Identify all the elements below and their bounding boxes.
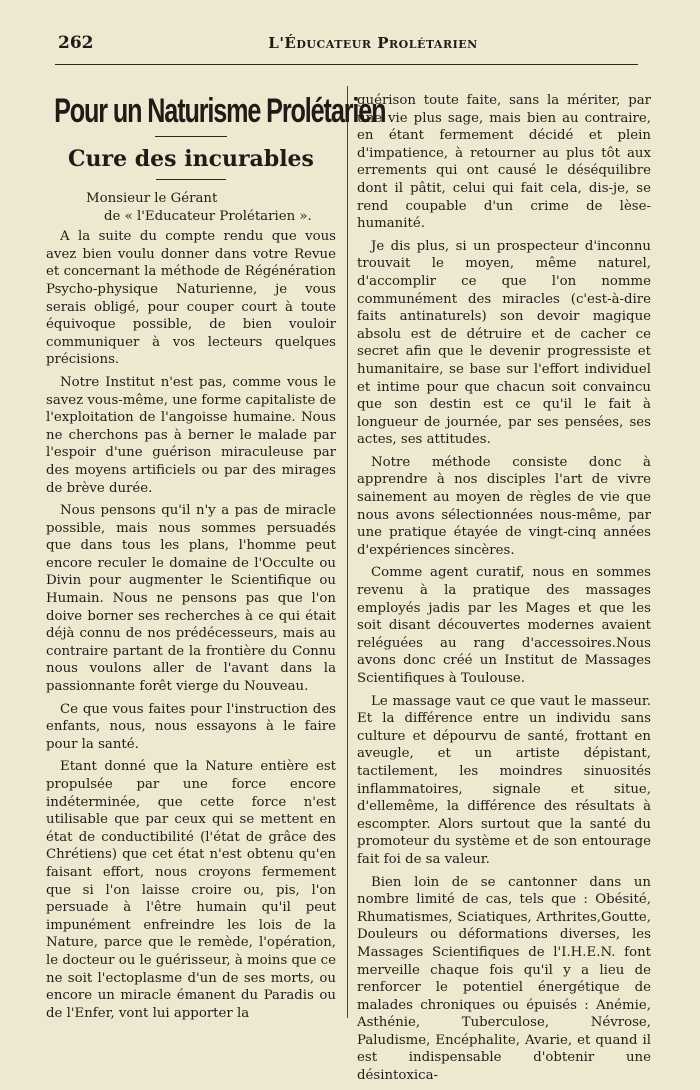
title-rule	[155, 136, 227, 137]
salutation-line: de « l'Educateur Prolétarien ».	[104, 208, 312, 224]
paragraph: Bien loin de se cantonner dans un nombre limité de cas, tels que : Obésité, Rhumatismes, Sciatiques, Arthrites,Goutte, Douleurs ou déformations diverses, les Massages Scientifiques de l'I.H.E.N. font merveille chaque fois qu'il y a lieu de renforcer le potentiel énergétique de malades chroniques ou épuisés : Anémie, Asthénie, Tuberculose, Névrose, Paludisme, Encéphalite, Avarie, et quand il est indispensable d'obtenir une désintoxica-	[357, 874, 651, 1084]
subtitle-rule	[156, 179, 226, 180]
paragraph: Etant donné que la Nature entière est propulsée par une force encore indéterminée, que cette force n'est utilisable que par ceux qui se mettent en état de conductibilité (l'état de grâce des Chrétiens) que cet état n'est obtenu qu'en faisant effort, nous croyons fermement que si l'on laisse croire ou, pis, l'on persuade à l'être humain qu'il peut impunément enfreindre les lois de la Nature, parce que le remède, l'opération, le docteur ou le guérisseur, à moins que ce ne soit l'ectoplasme d'un de ses morts, ou encore un miracle émanent du Paradis ou de l'Enfer, vont lui apporter la	[46, 759, 336, 1021]
salutation-line: Monsieur le Gérant	[86, 191, 218, 206]
paragraph: Notre méthode consiste donc à apprendre à nos disciples l'art de vivre sainement au moyen de règles de vie que nous avons sélectionnées nous-même, par une pratique étayée de vingt-cinq années d'expériences sincères.	[357, 454, 651, 558]
article-subtitle: Cure des incurables	[68, 146, 314, 172]
paragraph: Nous pensons qu'il n'y a pas de miracle possible, mais nous sommes persuadés que dans tous les plans, l'homme peut encore reculer le domaine de l'Occulte ou Divin pour augmenter le Scientifique ou Humain. Nous ne pensons pas que l'on doive borner ses recherches à ce qui était déjà connu de nos prédécesseurs, mais au contraire partant de la frontière du Connu nous voulons aller de l'avant dans la passionnante forêt vierge du Nouveau.	[46, 503, 336, 695]
paragraph: guérison toute faite, sans la mériter, par une vie plus sage, mais bien au contraire, en étant fermement décidé et plein d'impatience, à retourner au plus tôt aux errements qui ont causé le déséquilibre dont il pâtit, celui qui fait cela, dis-je, se rend coupable d'un crime de lèse-humanité.	[357, 93, 651, 232]
paragraph: A la suite du compte rendu que vous avez bien voulu donner dans votre Revue et concernant la méthode de Régénération Psycho-physique Naturienne, je vous serais obligé, pour couper court à toute équivoque possible, de bien vouloir communiquer à vos lecteurs quelques précisions.	[46, 229, 336, 368]
journal-title: L'Éducateur Prolétarien	[268, 34, 478, 52]
header-rule	[55, 64, 638, 65]
page-number: 262	[58, 33, 94, 53]
column-divider	[347, 86, 348, 1018]
paragraph: Je dis plus, si un prospecteur d'inconnu trouvait le moyen, même naturel, d'accomplir ce que l'on nomme communément des miracles (c'est-à-dire faits antinaturels) son devoir magique absolu est de détruire et de cacher ce secret afin que le devenir progressiste et humanitaire, se base sur l'effort individuel et intime pour que chacun soit convaincu que son destin est ce qu'il le fait à longueur de journée, par ses pensées, ses actes, ses attitudes.	[357, 238, 651, 448]
article-title: Pour un Naturisme Prolétarien	[54, 92, 386, 130]
left-column	[46, 90, 386, 1027]
paragraph: Le massage vaut ce que vaut le masseur. Et la différence entre un individu sans culture et dépourvu de santé, frottant en aveugle, et un artiste dépistant, tactilement, les moindres sinuosités inflammatoires, signale et situe, d'ellemême, la différence des résultats à escompter. Alors surtout que la santé du promoteur du système et de son entourage fait foi de sa valeur.	[357, 693, 651, 867]
paragraph: Ce que vous faites pour l'instruction des enfants, nous, nous essayons à le faire pour la santé.	[46, 701, 336, 752]
paragraph: Comme agent curatif, nous en sommes revenu à la pratique des massages employés jadis par les Mages et que les soit disant découvertes modernes avaient reléguées au rang d'accessoires.Nous avons donc créé un Institut de Massages Scientifiques à Toulouse.	[357, 565, 651, 686]
running-header	[58, 33, 638, 59]
salutation	[46, 190, 336, 225]
right-column	[357, 92, 651, 1090]
paragraph: Notre Institut n'est pas, comme vous le savez vous-même, une forme capitaliste de l'exploitation de l'angoisse humaine. Nous ne cherchons pas à berner le malade par l'espoir d'une guérison miraculeuse par des moyens artificiels ou par des mirages de brève durée.	[46, 374, 336, 496]
